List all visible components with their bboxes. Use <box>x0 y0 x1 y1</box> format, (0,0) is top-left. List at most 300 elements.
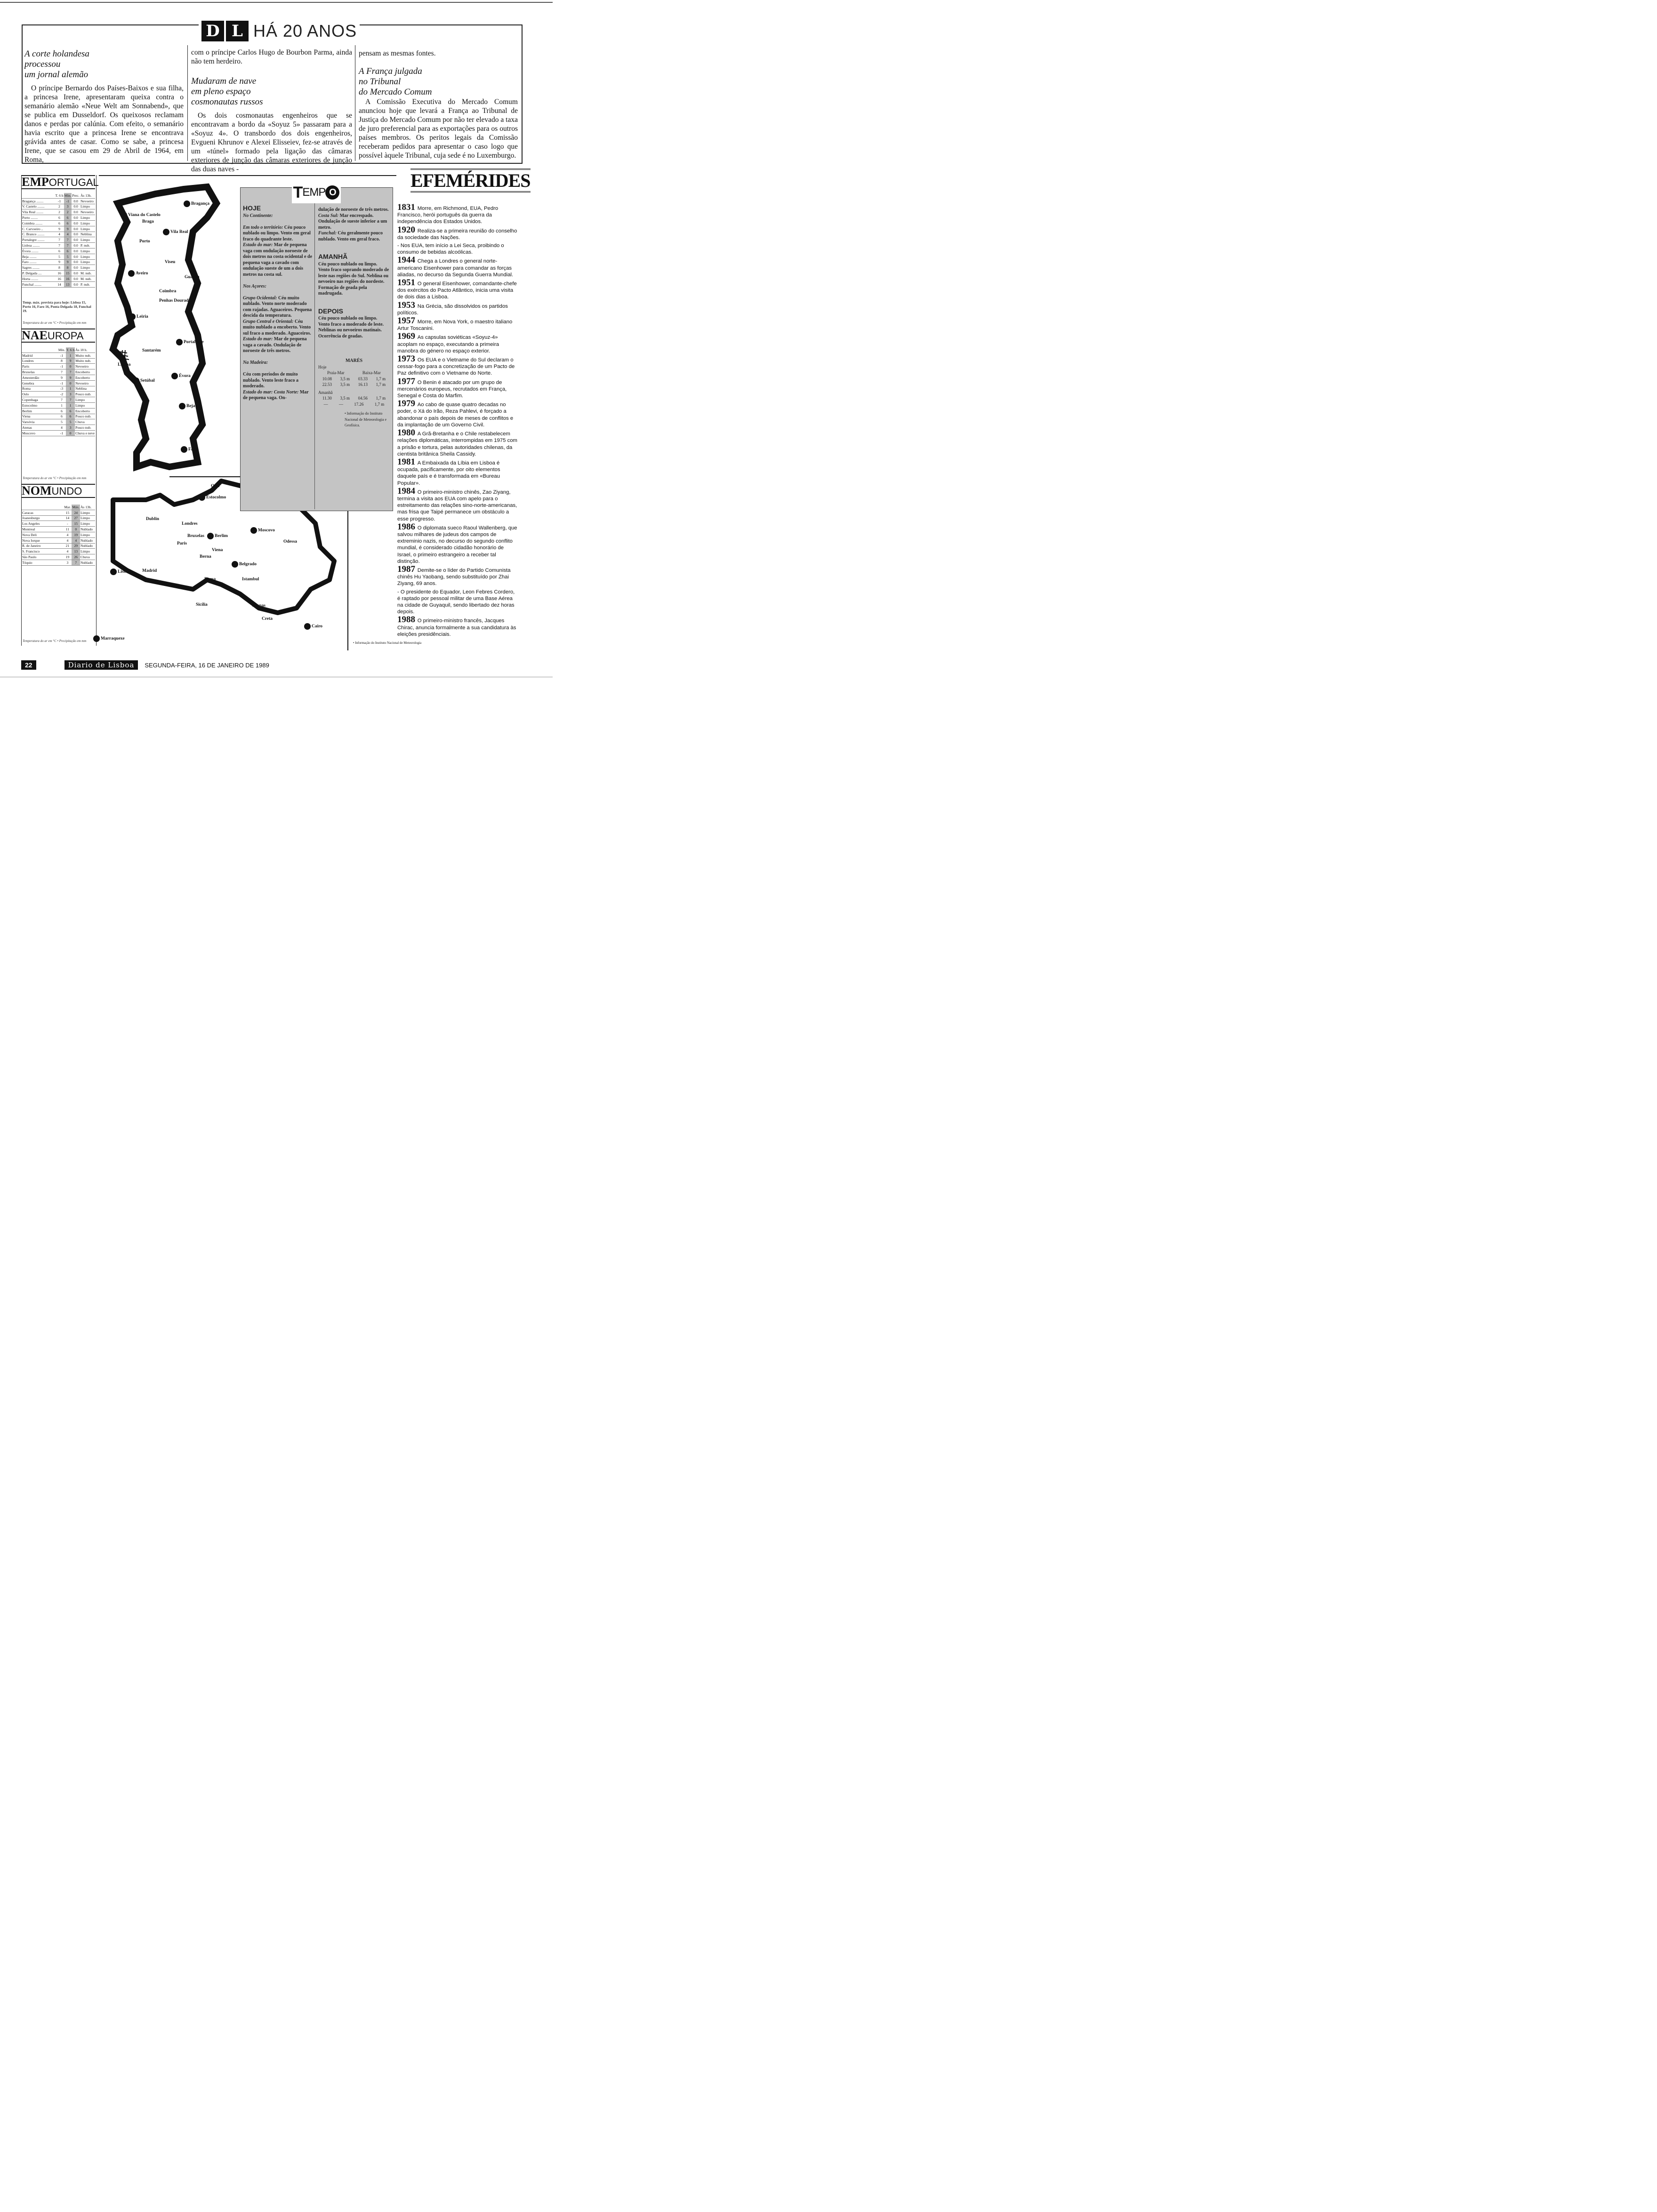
table-cell: 7 <box>64 237 72 243</box>
efemeride-text: O primeiro-ministro chinês, Zao Ziyang, termina a visita aos EUA com apelo para o estreitamento das relações sino-norte-americanas, mas frisa que Taipé permanece um obstáculo a esse progresso. <box>397 489 517 522</box>
table-cell: 2 <box>55 204 64 209</box>
table-cell: 4 <box>63 549 72 554</box>
table-cell: -1 <box>57 380 66 386</box>
table-cell: -2 <box>57 392 66 397</box>
table-row <box>22 220 95 226</box>
table-cell: 7 <box>55 243 64 248</box>
table-cell: 6 <box>64 220 72 226</box>
efemeride-year: 1979 <box>397 399 418 409</box>
efemeride-text: Morre, em Richmond, EUA, Pedro Francisco, herói português da guerra da independência dos Estados Unidos. <box>397 206 499 225</box>
table-cell: 0 <box>66 430 75 436</box>
table-cell: R. de Janeiro <box>22 543 63 549</box>
logo-d-icon: D <box>201 21 224 41</box>
table-cell: 7 <box>72 560 80 565</box>
table-cell: Nublado <box>80 537 95 543</box>
column-divider <box>187 45 188 161</box>
table-cell: Limpo <box>80 237 95 243</box>
table-cell: 0.0 <box>72 237 80 243</box>
table-cell: Viena <box>22 414 57 419</box>
table-cell: Madrid <box>22 353 57 358</box>
table-cell: 19 <box>72 532 80 537</box>
table-cell: 0.0 <box>72 248 80 254</box>
city-label: Coimbra <box>159 289 177 294</box>
table-row <box>22 392 95 397</box>
efemeride-year: 1957 <box>397 316 418 326</box>
table-cell: 27 <box>72 515 80 521</box>
efemeride-year: 1988 <box>397 615 418 625</box>
city-label: Beja <box>186 404 195 409</box>
table-cell: C. Carvoeiro .. <box>22 226 55 232</box>
table-row <box>22 204 95 209</box>
table-cell: Muito nub. <box>75 358 95 364</box>
city-label: Penhas Douradas <box>159 298 193 303</box>
efemeride-entry <box>397 356 519 377</box>
masthead: Diario de Lisboa <box>64 660 138 670</box>
table-row <box>22 248 95 254</box>
table-row <box>22 515 95 521</box>
table-header-row <box>22 193 95 198</box>
table-cell: 6 <box>55 248 64 254</box>
efemeride-entry <box>397 257 519 278</box>
portugal-table-title: EMPORTUGAL <box>22 175 99 189</box>
city-marker-icon <box>250 527 257 534</box>
efemeride-text: O Benin é atacado por um grupo de mercenários europeus, recrutados em França, Senegal e Costa do Marfim. <box>397 379 507 399</box>
table-cell: 7 <box>57 397 66 403</box>
table-cell: Portalegre ........ <box>22 237 55 243</box>
table-cell: 5 <box>57 419 66 425</box>
city-label: Dublin <box>146 517 159 521</box>
table-cell: 1 <box>66 402 75 408</box>
city-label: Marraquexe <box>101 636 125 641</box>
city-label: Lisboa <box>118 362 131 367</box>
article-headline: A França julgada no Tribunal do Mercado Comum <box>359 66 432 97</box>
efemeride-entry <box>397 401 519 428</box>
table-row <box>22 271 95 276</box>
city-marker-icon <box>129 313 136 320</box>
table-cell: Montreal <box>22 527 63 532</box>
table-row <box>22 209 95 215</box>
city-label: Paris <box>177 541 187 546</box>
table-row <box>22 243 95 248</box>
table-header-cell <box>22 505 63 510</box>
efemeride-year: 1951 <box>397 278 418 288</box>
table-cell: 0.0 <box>72 209 80 215</box>
article-franca <box>359 49 518 160</box>
table-cell: Funchal ........ <box>22 281 55 287</box>
table-cell: 13 <box>72 549 80 554</box>
table-cell: Porto ........ <box>22 215 55 221</box>
weather-tables-panel <box>21 175 97 646</box>
table-cell: 4 <box>64 232 72 237</box>
table-cell: Varsóvia <box>22 419 57 425</box>
efemeride-text: A Embaixada da Líbia em Lisboa é ocupada, pacificamente, por oito elementos daquele país e é transformada em «Bureau Popular». <box>397 460 500 486</box>
efemeride-year: 1953 <box>397 300 418 310</box>
efemeride-text: Demite-se o líder do Partido Comunista chinês Hu Yaobang, sendo substituído por Zhai Ziyang, 69 anos. <box>397 567 511 587</box>
table-cell: 0.0 <box>72 259 80 265</box>
city-label: Madrid <box>142 569 157 573</box>
city-label: Setúbal <box>140 378 155 383</box>
table-cell: 4 <box>72 537 80 543</box>
table-row <box>22 521 95 527</box>
table-cell: 3 <box>66 392 75 397</box>
issue-date: SEGUNDA-FEIRA, 16 DE JANEIRO DE 1989 <box>145 661 269 669</box>
table-cell: 0.0 <box>72 254 80 259</box>
table-cell: Vila Real ........ <box>22 209 55 215</box>
city-marker-icon <box>181 446 187 453</box>
table-cell: 21 <box>63 543 72 549</box>
table-cell: C. Branco ........ <box>22 232 55 237</box>
table-cell: M. nub. <box>80 276 95 281</box>
europa-weather-table <box>22 347 95 436</box>
tempo-col-2: dulação de noroeste de três metros. Costa Sul: Mar encrespado. Ondulação de sueste inferior a um metro. Funchal: Céu geralmente pouco nublado. Vento em geral fraco. AMANHÃ Céu pouco nublado ou limpo. Vento fraco soprando moderado de leste nas regiões do Sul. Neblina ou nevoeiro nas regiões do nordeste. Formação de geada pela madrugada. DEPOIS Céu pouco nublado ou limpo. Vento fraco a moderado de leste. Neblinas ou nevoeiros matinais. Ocorrência de geadas. MARÉS Hoje Praia-Mar Baixa-Mar 10.08 3,5 m 03.33 1,7 m 22.53 3,5 m 16.13 1,7 m Amanhã 11.30 3,5 m 04.56 1,7 m — — 17.26 1,7 m • Informação do Instituto Nacional de Meteorologia e Geofísica. <box>318 207 390 429</box>
table-cell: 13 <box>64 281 72 287</box>
table-cell: Chuva e neve <box>75 431 95 435</box>
table-cell: 9 <box>57 375 66 380</box>
table-cell: 8 <box>64 265 72 271</box>
city-label: Aveiro <box>136 271 148 276</box>
city-marker-icon <box>207 533 214 539</box>
table-cell: 19 <box>63 554 72 560</box>
table-row <box>22 425 95 431</box>
table-cell: Encoberto <box>75 408 95 414</box>
efemeride-text: Na Grécia, são dissolvidos os partidos políticos. <box>397 303 508 316</box>
table-cell: 7 <box>66 369 75 375</box>
city-marker-icon <box>176 339 183 345</box>
table-cell: Lisboa ........ <box>22 243 55 248</box>
table-header-cell: Mín. <box>64 193 71 198</box>
city-label: Estocolmo <box>206 495 226 500</box>
table-cell: 8 <box>55 265 64 271</box>
portugal-footnote: Temp. máx. prevista para hoje: Lisboa 15, Porto 16, Faro 16, Ponta Delgada 18, Funchal 19. <box>23 300 91 313</box>
section-title: HÁ 20 ANOS <box>253 21 357 40</box>
efemeride-entry <box>397 430 519 457</box>
portugal-weather-table <box>22 193 95 288</box>
table-header-cell <box>22 193 55 198</box>
table-row <box>22 265 95 271</box>
table-cell: 16 <box>64 276 72 281</box>
table-cell: Limpo <box>80 515 95 521</box>
table-cell: Limpo <box>80 226 95 232</box>
table-cell: Limpo <box>80 248 95 254</box>
article-body: A Comissão Executiva do Mercado Comum anunciou hoje que levará a França ao Tribunal de Justiça do Mercado Comum por não ter elevado a taxa de juro preferencial para as exportações para os outros países membros. Os peritos legais da Comissão receberam pedidos para apresentar o caso logo que possível àquele Tribunal, cuja sede é no Luxemburgo. <box>359 98 518 160</box>
table-row <box>22 226 95 232</box>
table-cell: 3 <box>64 204 72 209</box>
efemeride-text: Os EUA e o Vietname do Sul declaram o cessar-fogo para a concretização de um Pacto de Paz definitivo com o Vietname do Norte. <box>397 357 515 377</box>
table-cell: Neblina <box>75 386 95 392</box>
table-cell: Copenhaga <box>22 397 57 403</box>
table-row <box>22 198 95 204</box>
table-cell: Amesterdão <box>22 375 57 380</box>
table-header-row <box>22 347 95 353</box>
city-label: Évora <box>179 374 191 378</box>
table-cell: Horta ........ <box>22 276 55 281</box>
table-cell: 6 <box>55 220 64 226</box>
table-cell: Nevoeiro <box>75 380 95 386</box>
table-row <box>22 364 95 369</box>
efemeride-entry <box>397 566 519 587</box>
city-label: Viana do Castelo <box>128 213 161 217</box>
city-marker-icon <box>110 569 117 575</box>
efemeride-entry <box>397 378 519 400</box>
table-cell: Limpo <box>75 402 95 408</box>
table-cell: 7 <box>66 397 75 403</box>
efemeride-entry <box>397 302 519 316</box>
efemeride-entry <box>397 617 519 638</box>
table-row <box>22 430 95 436</box>
table-cell: Limpo <box>80 532 95 537</box>
table-row <box>22 254 95 259</box>
table-row <box>22 554 95 560</box>
tempo-footnote: • Informação do Instituto Nacional de Meteorologia e Geofísica. <box>345 411 387 427</box>
table-row <box>22 259 95 265</box>
table-cell: 26 <box>72 554 80 560</box>
tempo-divider <box>314 203 315 509</box>
table-cell: 11 <box>63 527 72 532</box>
efemeride-text: - O presidente do Equador, Leon Febres Cordero, é raptado por pessoal militar de uma Base Aérea na cidade de Guyaquil, sendo libertado dez horas depois. <box>397 589 515 615</box>
table-cell: 7 <box>57 369 66 375</box>
city-marker-icon <box>179 403 185 409</box>
table-cell: 0.0 <box>72 198 80 204</box>
table-cell: Faro ........ <box>22 259 55 265</box>
mares-table: Hoje Praia-Mar Baixa-Mar 10.08 3,5 m 03.33 1,7 m 22.53 3,5 m 16.13 1,7 m Amanhã 11.30 3,5 m 04.56 1,7 m — — 17.26 1,7 m <box>318 364 386 407</box>
table-header-cell: Prec. <box>72 193 80 198</box>
table-header-cell: Às 13h. <box>80 193 95 198</box>
table-cell: 0.0 <box>72 265 80 271</box>
city-marker-icon <box>121 212 127 218</box>
table-cell: -1 <box>64 198 72 204</box>
table-cell: Sagres ........ <box>22 265 55 271</box>
efemeride-entry <box>397 333 519 354</box>
logo-l-icon: L <box>226 21 249 41</box>
table-row <box>22 215 95 221</box>
article-corte <box>24 49 184 164</box>
table-cell: Caracas <box>22 510 63 515</box>
city-marker-icon <box>171 373 178 379</box>
city-label: Viena <box>212 548 223 553</box>
city-label: Santarém <box>142 348 161 353</box>
table-cell: 0.0 <box>72 243 80 248</box>
page-footer <box>21 660 398 670</box>
city-marker-icon <box>304 623 311 630</box>
efemeride-year: 1987 <box>397 564 418 574</box>
city-marker-icon <box>133 377 139 384</box>
table-cell: Nublado <box>80 527 95 532</box>
table-cell: 0.0 <box>72 226 80 232</box>
city-label: Faro <box>188 447 198 452</box>
table-cell: - <box>63 521 72 527</box>
table-row <box>22 549 95 554</box>
city-label: Bruxelas <box>187 534 204 538</box>
table-row <box>22 237 95 243</box>
efemeride-text: O diplomata sueco Raoul Wallenberg, que salvou milhares de judeus dos campos de extreminio nazis, no decurso do segundo conflito mundial, é considerado cidadão honorário de Israel, o primeiro estrangeiro a receber tal distinção. <box>397 525 517 564</box>
article-headline: Mudaram de nave em pleno espaço cosmonautas russos <box>191 76 263 107</box>
table-row <box>22 380 95 386</box>
table-cell: Limpo <box>80 521 95 527</box>
table-cell: Nova Iorque <box>22 537 63 543</box>
table-cell: 7 <box>64 243 72 248</box>
efemeride-text: Morre, em Nova York, o maestro italiano Artur Toscanini. <box>397 319 513 332</box>
table-header-cell: Mín. <box>58 347 65 352</box>
efemeride-entry <box>397 242 519 256</box>
city-label: Guarda <box>185 275 200 280</box>
table-cell: Coimbra ........ <box>22 220 55 226</box>
article-body: O príncipe Bernardo dos Países-Baixos e sua filha, a princesa Irene, apresentaram queixa contra o semanário alemão «Neue Welt am Sonnabend», que se publica em Dusseldorf. Os queixosos reclamam danos e perdas por calúnia. Com efeito, o semanário havia escrito que a princesa Irene se encontrava grávida antes de casar. Como se sabe, a princesa Irene, que se casou em 29 de Abril de 1964, em Roma, <box>24 84 184 164</box>
table-cell: 4 <box>57 425 66 431</box>
tempo-depois: DEPOIS <box>318 307 343 315</box>
efemeride-year: 1831 <box>397 202 418 212</box>
city-label: Porto <box>139 239 150 244</box>
table-cell: 2 <box>64 209 72 215</box>
table-cell: 0.0 <box>72 271 80 276</box>
table-cell: P. nub. <box>80 243 95 248</box>
table-cell: Paris <box>22 364 57 369</box>
table-cell: 16 <box>55 271 64 276</box>
city-label: Braga <box>142 219 154 224</box>
article-nave <box>191 48 352 174</box>
table-cell: 16 <box>55 276 64 281</box>
table-cell: Nevoeiro <box>75 364 95 369</box>
table-row <box>22 375 95 380</box>
table-row <box>22 386 95 392</box>
efemeride-year: 1981 <box>397 457 418 467</box>
table-cell: 3 <box>66 425 75 431</box>
efemeride-text: O general Eisenhower, comandante-chefe dos exércitos do Pacto Atlântico, inicia uma visita de dois dias a Lisboa. <box>397 281 517 300</box>
table-cell: 0.0 <box>72 204 80 209</box>
tempo-title: T EMP O <box>292 182 341 203</box>
city-marker-icon <box>128 270 135 277</box>
article-lead: com o príncipe Carlos Hugo de Bourbon Parma, ainda não tem herdeiro. <box>191 48 352 65</box>
city-label: Roma <box>204 577 216 582</box>
table-cell: Nova Deli <box>22 532 63 537</box>
table-cell: 6 <box>57 414 66 419</box>
table-cell: 6 <box>66 408 75 414</box>
table-cell: 9 <box>55 226 64 232</box>
table-cell: Limpo <box>80 259 95 265</box>
city-label: Portalegre <box>184 340 204 345</box>
table-cell: P. Delgada .... <box>22 271 55 276</box>
top-rule <box>0 2 553 3</box>
table-cell: 0.0 <box>72 281 80 287</box>
table-cell: 9 <box>64 259 72 265</box>
city-label: Oslo <box>211 484 220 489</box>
city-marker-icon <box>93 635 100 642</box>
city-label: Berna <box>200 554 211 559</box>
table-cell: Pouco nub. <box>75 414 95 419</box>
table-cell: 2 <box>55 209 64 215</box>
table-cell: 6 <box>66 414 75 419</box>
table-row <box>22 276 95 281</box>
table-cell: 4 <box>63 532 72 537</box>
europa-table-title: NAEUROPA <box>22 329 95 343</box>
table-row <box>22 232 95 237</box>
efemeride-year: 1973 <box>397 354 418 364</box>
tempo-amanha: AMANHÃ <box>318 253 348 260</box>
table-cell: Pouco nub. <box>75 392 95 397</box>
efemeride-year: 1944 <box>397 255 418 265</box>
efemeride-year: 1980 <box>397 428 418 438</box>
table-cell: Nublado <box>80 543 95 549</box>
table-cell: 0 <box>72 527 80 532</box>
table-cell: 29 <box>72 543 80 549</box>
table-cell: Pouco nub. <box>75 425 95 431</box>
tempo-hoje: HOJE <box>243 204 261 212</box>
efemeride-entry <box>397 224 519 241</box>
table-row <box>22 532 95 537</box>
efemeride-year: 1969 <box>397 331 418 342</box>
table-cell: 24 <box>72 510 80 515</box>
table-row <box>22 353 95 358</box>
table-cell: Atenas <box>22 425 57 431</box>
table-cell: Neblina <box>80 232 95 237</box>
table-cell: S. Francisco <box>22 549 63 554</box>
city-label: Leiria <box>137 314 148 319</box>
table-header-cell: Às 13h. <box>80 505 95 510</box>
table-cell: Limpo <box>80 215 95 221</box>
table-cell: Londres <box>22 358 57 364</box>
table-cell: 15 <box>64 271 72 276</box>
table-cell: Joanesburgo <box>22 515 63 521</box>
table-cell: 1 <box>66 353 75 358</box>
table-cell: -3 <box>57 386 66 392</box>
table-cell: 0.0 <box>72 215 80 221</box>
table-cell: 6 <box>57 408 66 414</box>
table-cell: 1 <box>66 386 75 392</box>
table-cell: Berlim <box>22 408 57 414</box>
table-row <box>22 510 95 515</box>
city-marker-icon <box>199 494 205 501</box>
efemeride-text: As capsulas soviéticas «Soyuz-4» acoplam no espaço, executando a primeira manobra do género no espaço exterior. <box>397 335 499 354</box>
city-label: Viseu <box>165 260 176 264</box>
table-cell: 6 <box>64 248 72 254</box>
table-cell: Beja ........ <box>22 254 55 259</box>
table-header-cell: T. 6 h <box>55 193 64 198</box>
article-lead: pensam as mesmas fontes. <box>359 49 436 57</box>
table-cell: 14 <box>55 281 64 287</box>
table-header-cell: Às 18 h. <box>75 347 95 353</box>
table-cell: Chuva <box>80 554 95 560</box>
table-cell: 14 <box>63 515 72 521</box>
mares-title: MARÉS <box>345 358 363 363</box>
table-cell: Muito nub. <box>75 353 95 358</box>
portugal-legend: Temperatura do ar em °C • Precipitação em mm <box>23 321 87 325</box>
efemeride-entry <box>397 204 519 225</box>
table-cell: Roma <box>22 386 57 392</box>
efemeride-text: A Grã-Bretanha e o Chile restabelecem relações diplomáticas, interrompidas em 1975 com a prisão e tortura, pelas autoridades chilenas, da cientista britânica Sheila Cassidy. <box>397 431 517 457</box>
table-cell: -1 <box>55 198 64 204</box>
table-cell: 5 <box>64 254 72 259</box>
table-cell: 9 <box>64 226 72 232</box>
table-cell: 7 <box>55 237 64 243</box>
table-cell: 4 <box>63 537 72 543</box>
city-label: Vila Real <box>170 230 188 234</box>
table-cell: Nublado <box>80 560 95 565</box>
table-cell: 5 <box>66 419 75 425</box>
table-cell: Moscovo <box>22 430 57 436</box>
table-cell: 15 <box>63 510 72 515</box>
europa-legend: Temperatura do ar em °C • Precipitação em mm <box>23 476 87 480</box>
efemeride-entry <box>397 521 519 565</box>
mundo-table-title: NOMUNDO <box>22 484 95 498</box>
city-label: Berlim <box>215 534 228 538</box>
table-cell: Tóquio <box>22 560 63 565</box>
table-cell: São Paulo <box>22 554 63 560</box>
efemeride-year: 1984 <box>397 486 418 496</box>
table-cell: Limpo <box>75 397 95 403</box>
table-header-cell <box>22 347 57 353</box>
city-label: Istambul <box>242 577 259 582</box>
table-cell: 0.0 <box>72 220 80 226</box>
efemeride-year: 1977 <box>397 376 418 386</box>
